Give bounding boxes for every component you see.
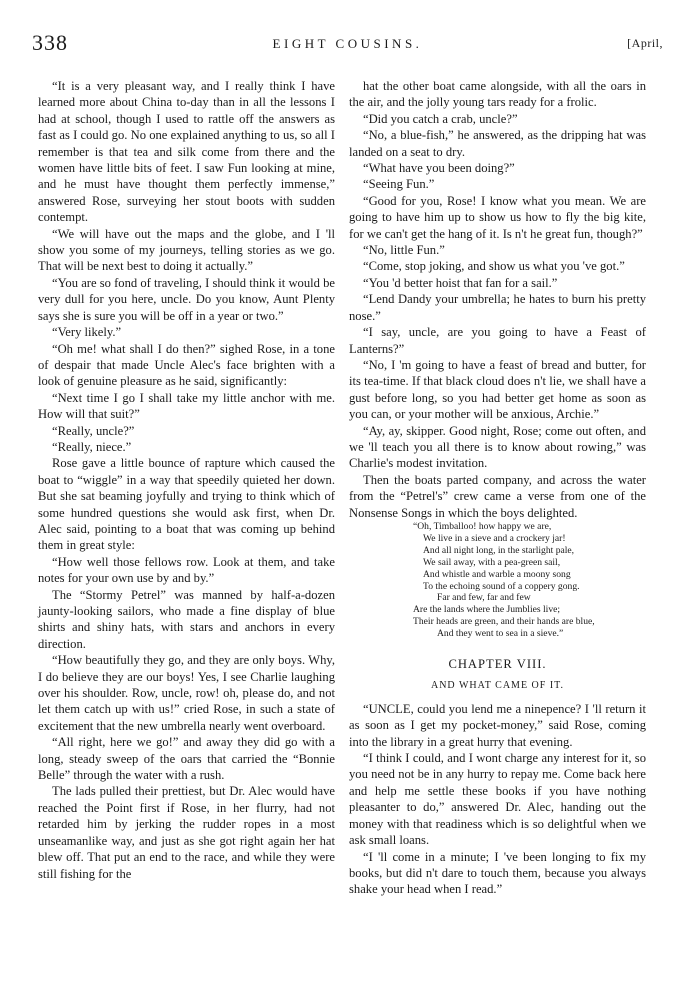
paragraph: The lads pulled their prettiest, but Dr. Alec would have reached the Point first if Rose, in her flurry, had not retarded him by jerking the rudder ropes in a most unseamanlike way, and just as she got right again her hat blew off. That put an end to the race, and while they were still fishing for the (38, 784, 335, 881)
paragraph: “How beautifully they go, and they are only boys. Why, I do believe they are our boys! Yes, I see Charlie laughing over his shoulder. Row, uncle, row! oh, please do, and not let them catch up with us!” cried Rose, in such a state of excitement that the new umbrella nearly went overboard. (38, 653, 335, 733)
poem-line: We sail away, with a pea-green sail, (423, 556, 561, 568)
paragraph: Rose gave a little bounce of rapture which caused the boat to “wiggle” in a way that speedily quieted her down. But she sat beaming joyfully and trying to think which of some hundred questions she would ask first, when Dr. Alec said, pointing to a boat that was coming up behind them in great style: (38, 456, 335, 553)
poem-line: “Oh, Timballoo! how happy we are, (413, 520, 552, 532)
paragraph: “I say, uncle, are you going to have a Feast of Lanterns?” (349, 325, 646, 356)
paragraph: “I think I could, and I wont charge any interest for it, so you need not be in any hurry to repay me. Come back here and help me settle these books if you have nothing pleasanter to do,” answered Dr. Alec, handing out the money with that readiness which is so delightful when we ask small loans. (349, 751, 646, 848)
left-column (38, 78, 335, 882)
paragraph: “How well those fellows row. Look at them, and take notes for your own use by and by.” (38, 554, 335, 586)
chapter-heading: CHAPTER VIII. (448, 657, 547, 672)
right-column (349, 78, 646, 898)
paragraph: “No, I 'm going to have a feast of bread and butter, for its tea-time. If that black cloud does n't lie, we shall have a gust before long, so you had better get home as soon as you can, or your mother will be anxious, Archie.” (349, 357, 646, 422)
paragraph: “No, a blue-fish,” he answered, as the dripping hat was landed on a seat to dry. (349, 128, 646, 159)
paragraph: “Very likely.” (52, 325, 122, 340)
running-header (32, 30, 663, 58)
poem-line: Far and few, far and few (437, 592, 531, 604)
paragraph: “You are so fond of traveling, I should think it would be very dull for you here, uncle. Do you know, Aunt Plenty says she is sure you will be off in a year or two.” (38, 275, 335, 323)
page-number: 338 (32, 30, 68, 55)
paragraph: “Seeing Fun.” (363, 177, 435, 192)
poem-line: To the echoing sound of a coppery gong. (423, 580, 580, 592)
paragraph: “Did you catch a crab, uncle?” (363, 111, 518, 126)
poem-line: And all night long, in the starlight pale, (423, 544, 575, 556)
paragraph: “All right, here we go!” and away they did go with a long, steady sweep of the oars that carried the “Bonnie Belle” through the water with a rush. (38, 735, 335, 783)
paragraph: “It is a very pleasant way, and I really think I have learned more about China to-day than in all the lessons I had at school, though I used to rattle off the answers as fast as I could go. No one explained anything to us, so all I remember is that tea and silk come from there and the women have little bits of feet. I saw Fun looking at mine, and he must have thought them perfectly immense,” answered Rose, surveying her stout boots with sudden contempt. (38, 79, 335, 225)
paragraph: “Ay, ay, skipper. Good night, Rose; come out often, and we 'll teach you all there is to know about rowing,” was Charlie's modest invitation. (349, 423, 646, 471)
poem-line: Their heads are green, and their hands are blue, (413, 616, 595, 628)
paragraph: hat the other boat came alongside, with all the oars in the air, and the jolly young tars ready for a frolic. (349, 79, 646, 110)
running-month: [April, (627, 36, 663, 50)
poem-line: We live in a sieve and a crockery jar! (423, 532, 566, 544)
paragraph: “Come, stop joking, and show us what you 've got.” (363, 259, 625, 274)
paragraph: “Oh me! what shall I do then?” sighed Rose, in a tone of despair that made Uncle Alec's face brighten with a look of genuine pleasure as he said, significantly: (38, 341, 335, 389)
paragraph: “You 'd better hoist that fan for a sail.” (363, 275, 558, 290)
right-column-paragraphs-top (349, 78, 646, 521)
paragraph: “What have you been doing?” (363, 161, 515, 176)
paragraph: “Good for you, Rose! I know what you mean. We are going to have him up to show us how to fly the big kite, for we can't get the hang of it. Is n't he great fun, though?” (349, 193, 646, 241)
paragraph: “Really, uncle?” (52, 423, 135, 438)
poem-line: Are the lands where the Jumblies live; (413, 604, 561, 616)
poem-line: And they went to sea in a sieve.” (437, 628, 564, 640)
paragraph: “We will have out the maps and the globe, and I 'll show you some of my journeys, telling stories as we go. That will be next best to doing it actually.” (38, 226, 335, 274)
paragraph: “UNCLE, could you lend me a ninepence? I 'll return it as soon as I get my pocket-money,” said Rose, coming into the library in a great hurry that evening. (349, 701, 646, 749)
paragraph: “No, little Fun.” (363, 243, 445, 258)
right-column-paragraphs-bottom (349, 701, 646, 898)
paragraph: “Lend Dandy your umbrella; he hates to burn his pretty nose.” (349, 292, 646, 323)
poem-line: And whistle and warble a moony song (423, 568, 571, 580)
paragraph: “Next time I go I shall take my little anchor with me. How will that suit?” (38, 390, 335, 422)
running-title: EIGHT COUSINS. (272, 36, 423, 51)
nonsense-song-verse (413, 521, 646, 640)
paragraph: Then the boats parted company, and across the water from the “Petrel's” crew came a verse from one of the Nonsense Songs in which the boys delighted. (349, 472, 646, 520)
paragraph: “Really, niece.” (52, 439, 132, 454)
paragraph: “I 'll come in a minute; I 've been longing to fix my books, but did n't dare to touch them, because you always shake your head when I read.” (349, 849, 646, 897)
paragraph: The “Stormy Petrel” was manned by half-a-dozen jaunty-looking sailors, who made a fine display of blue shirts and shiny hats, with stars and anchors in every direction. (38, 587, 335, 651)
chapter-subtitle: AND WHAT CAME OF IT. (430, 680, 565, 692)
